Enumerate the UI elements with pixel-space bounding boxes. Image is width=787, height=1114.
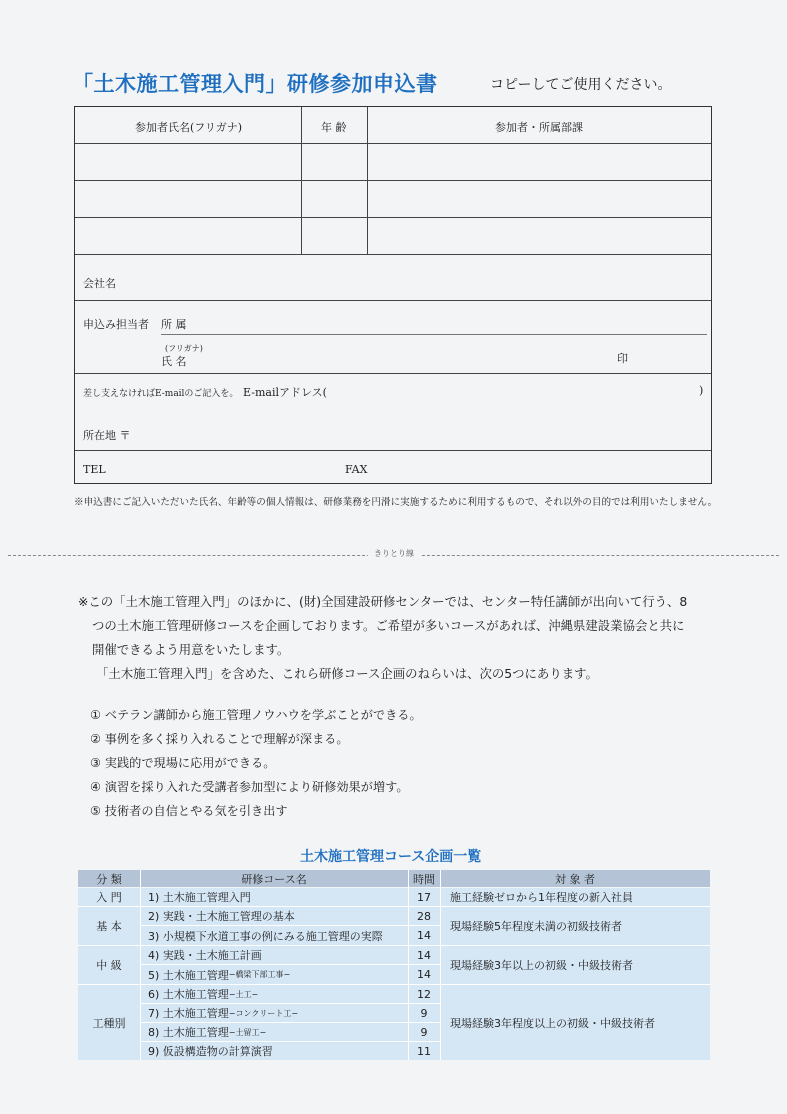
- department-field-2[interactable]: [368, 181, 711, 217]
- page-title: 「土木施工管理入門」研修参加申込書: [72, 72, 438, 96]
- participant-name-header: 参加者氏名(フリガナ): [135, 121, 243, 134]
- intro-line-1: ※この「土木施工管理入門」のほかに、(財)全国建設研修センターでは、センター特任講師が出向いて行う、8: [78, 594, 688, 609]
- aim-item: ⑤ 技術者の自信とやる気を引き出す: [90, 804, 288, 818]
- target-header: 対 象 者: [440, 870, 710, 887]
- email-note: 差し支えなければE-mailのご記入を。: [83, 389, 239, 399]
- course-name: 4) 実践・土木施工計画: [148, 949, 262, 962]
- affiliation-label: 所 属: [161, 318, 187, 331]
- affiliation-field[interactable]: [215, 307, 705, 331]
- aim-item: ② 事例を多く採り入れることで理解が深まる。: [90, 732, 349, 746]
- privacy-notice: ※申込書にご記入いただいた氏名、年齢等の個人情報は、研修業務を円滑に実施するために利用するもので、それ以外の目的では利用いたしません。: [74, 497, 718, 508]
- course-hours: 9: [420, 1025, 428, 1039]
- tel-label: TEL: [83, 463, 106, 476]
- target-cell: 現場経験5年程度未満の初級技術者: [450, 920, 622, 933]
- copy-note: コピーしてご使用ください。: [490, 77, 672, 93]
- department-field-1[interactable]: [368, 144, 711, 180]
- course-name: 1) 土木施工管理入門: [148, 891, 251, 904]
- category-header: 分 類: [78, 870, 140, 887]
- contact-person-label: 申込み担当者: [83, 318, 149, 331]
- category-cell: 入 門: [96, 891, 122, 904]
- course-hours: 14: [417, 968, 431, 981]
- course-hours: 9: [420, 1006, 428, 1020]
- company-field[interactable]: [135, 257, 705, 297]
- age-field-1[interactable]: [302, 144, 367, 180]
- furigana-label: (フリガナ): [165, 344, 203, 353]
- fax-field[interactable]: [375, 455, 705, 479]
- course-hours: 17: [417, 890, 431, 904]
- target-cell: 現場経験3年程度以上の初級・中級技術者: [450, 1016, 655, 1030]
- course-name: 3) 小規模下水道工事の例にみる施工管理の実際: [148, 929, 383, 943]
- email-label: E-mailアドレス(: [243, 386, 327, 399]
- participant-name-field-2[interactable]: [75, 181, 301, 217]
- department-field-3[interactable]: [368, 218, 711, 254]
- intro-line-3: 開催できるよう用意をいたします。: [92, 642, 290, 657]
- category-cell: 工種別: [92, 1016, 126, 1030]
- intro-line-2: つの土木施工管理研修コースを企画しております。ご希望が多いコースがあれば、沖縄県建設業協会と共に: [92, 618, 685, 633]
- target-cell: 現場経験3年以上の初級・中級技術者: [450, 959, 633, 972]
- aim-item: ① ベテラン講師から施工管理ノウハウを学ぶことができる。: [90, 708, 422, 722]
- course-name: 9) 仮設構造物の計算演習: [148, 1045, 273, 1058]
- course-table: [78, 870, 710, 1060]
- course-name: 8) 土木施工管理 −土留工−: [148, 1026, 267, 1039]
- course-name: 7) 土木施工管理 −コンクリート工−: [148, 1007, 299, 1020]
- participant-name-field-3[interactable]: [75, 218, 301, 254]
- address-label: 所在地 〒: [83, 429, 131, 442]
- course-name: 5) 土木施工管理 −橋梁下部工事−: [148, 968, 291, 982]
- target-cell: 施工経験ゼロから1年程度の新入社員: [450, 891, 633, 904]
- course-hours: 14: [417, 929, 431, 942]
- contact-name-label: 氏 名: [161, 355, 187, 368]
- department-header: 参加者・所属部課: [495, 121, 583, 134]
- course-name: 6) 土木施工管理 −土工−: [148, 988, 259, 1001]
- course-hours: 12: [417, 987, 431, 1001]
- intro-line-4: 「土木施工管理入門」を含めた、これら研修コース企画のねらいは、次の5つにあります。: [96, 666, 598, 681]
- participant-name-field-1[interactable]: [75, 144, 301, 180]
- email-close-paren: ): [699, 384, 704, 397]
- aim-item: ④ 演習を採り入れた受講者参加型により研修効果が増す。: [90, 780, 409, 794]
- cut-line-label: きりとり線: [368, 548, 420, 559]
- course-name: 2) 実践・土木施工管理の基本: [148, 910, 295, 923]
- seal-label: 印: [617, 352, 628, 365]
- tel-field[interactable]: [115, 455, 335, 479]
- category-cell: 中 級: [96, 959, 122, 972]
- contact-name-field[interactable]: [215, 341, 605, 367]
- course-header: 研修コース名: [140, 870, 408, 887]
- age-field-2[interactable]: [302, 181, 367, 217]
- course-hours: 14: [417, 948, 431, 962]
- age-header: 年 齢: [321, 121, 347, 134]
- course-hours: 28: [417, 909, 431, 923]
- course-table-title: 土木施工管理コース企画一覧: [300, 849, 482, 865]
- company-label: 会社名: [83, 277, 116, 290]
- course-hours: 11: [417, 1044, 431, 1058]
- category-cell: 基 本: [96, 920, 122, 933]
- hours-header: 時間: [408, 870, 440, 887]
- email-field[interactable]: [341, 379, 695, 399]
- address-field[interactable]: [155, 412, 705, 442]
- application-form: [74, 106, 712, 484]
- aim-item: ③ 実践的で現場に応用ができる。: [90, 756, 276, 770]
- fax-label: FAX: [345, 463, 368, 476]
- age-field-3[interactable]: [302, 218, 367, 254]
